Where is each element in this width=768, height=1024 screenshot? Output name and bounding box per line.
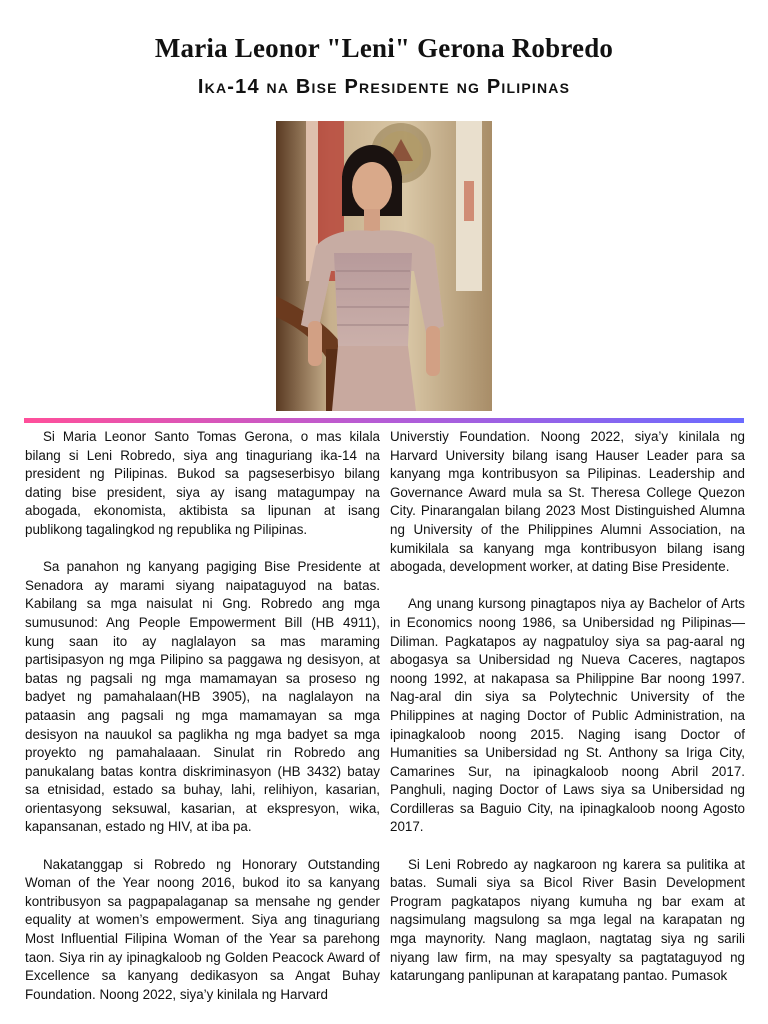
portrait-photo — [276, 121, 492, 411]
paragraph: Si Leni Robredo ay nagkaroon ng karera sa pulitika at batas. Sumali siya sa Bicol River Basin Development Program pagkatapos niyang kumuha ng bar exam at nagsimulang magsulong sa mga legal na karapatan ng mga maynority. Nang maglaon, nagtatag siya ng sarili niyang law firm, na may spesyalty sa pagtataguyod ng katarungang panlipunan at karapatang pantao. Pumasok — [390, 856, 745, 984]
page-subtitle: Ika-14 na Bise Presidente ng Pilipinas — [197, 76, 571, 98]
paragraph: Sa panahon ng kanyang pagiging Bise Presidente at Senadora ay marami siyang naipataguyod na batas. Kabilang sa mga naisulat ni Gng. Robredo ang mga sumusunod: Ang People Empowerment Bill (HB 4911), kung saan ito ay naglalayon sa mas maraming partisipasyon ng mga Pilipino sa paggawa ng desisyon, at batas ng pagsali ng mga mamamayan sa proseso ng badyet ng pamahalaan(HB 3905), na naglalayon na pataasin ang pagsali ng mga mamamayan sa mga desisyon na nauukol sa paglikha ng mga badyet sa mga proyekto ng pamahalaaan. Sinulat rin Robredo ang panukalang batas kontra diskriminasyon (HB 3432) batay sa etnisidad, estado sa buhay, lahi, relihiyon, kasarian, orientasyong seksuwal, kasarian, at ekspresyon, wika, kapansanan, estado ng HIV, at iba pa. — [25, 559, 380, 835]
paragraph: Universtiy Foundation. Noong 2022, siya’y kinilala ng Harvard University bilang isang Hauser Leader para sa kanyang mga kontribusyon sa Pilipinas. Leadership and Governance Award mula sa St. Theresa College Quezon City. Pinarangalan bilang 2023 Most Distinguished Alumna ng University of the Philippines Alumni Association, na kumikilala sa kanyang mga kontribusyon bilang isang abogada, development worker, at dating Bise Presidente. — [390, 429, 745, 575]
paragraph: Ang unang kursong pinagtapos niya ay Bachelor of Arts in Economics noong 1986, sa Unibersidad ng Pilipinas—Diliman. Pagkatapos ay nagpatuloy siya sa pag-aaral ng abogasya sa Unibersidad ng Nueva Caceres, nagtapos noong 1992, at nakapasa sa Philippine Bar noong 1997. Nag-aral din siya sa Polytechnic University of the Philippines at naging Doctor of Public Administration, na ipinagkaloob noong 2015. Naging isang Doctor of Humanities sa Unibersidad ng St. Anthony sa Iriga City, Camarines Sur, na ipinagkaloob noong Abril 2017. Panghuli, naging Doctor of Laws siya sa Unibersidad ng Cordilleras sa Baguio City, na ipinagkaloob noong Agosto 2017. — [390, 596, 745, 835]
gradient-divider — [24, 418, 744, 423]
paragraph: Nakatanggap si Robredo ng Honorary Outstanding Woman of the Year noong 2016, bukod ito sa kanyang kontribusyon sa pagpapalaganap sa mensahe ng gender equality at women’s empowerment. Siya ang tinaguriang Most Influential Filipina Woman of the Year sa parehong taon. Siya rin ay ipinagkaloob ng Golden Peacock Award of Excellence sa kanyang dedikasyon sa Angat Buhay Foundation. Noong 2022, siya’y kinilala ng Harvard — [25, 856, 380, 1002]
paragraph: Si Maria Leonor Santo Tomas Gerona, o mas kilala bilang si Leni Robredo, siya ang tinaguriang ika-14 na president ng Pilipinas. Bukod sa pagseserbisyo bilang dating bise president, siya ay isang matagumpay na abogada, ekonomista, aktibista sa lipunan at isang publikong tagalingkod ng republika ng Pilipinas. — [25, 429, 380, 537]
right-column — [390, 428, 745, 986]
page-title: Maria Leonor "Leni" Gerona Robredo — [154, 33, 614, 63]
left-column — [25, 428, 380, 1004]
